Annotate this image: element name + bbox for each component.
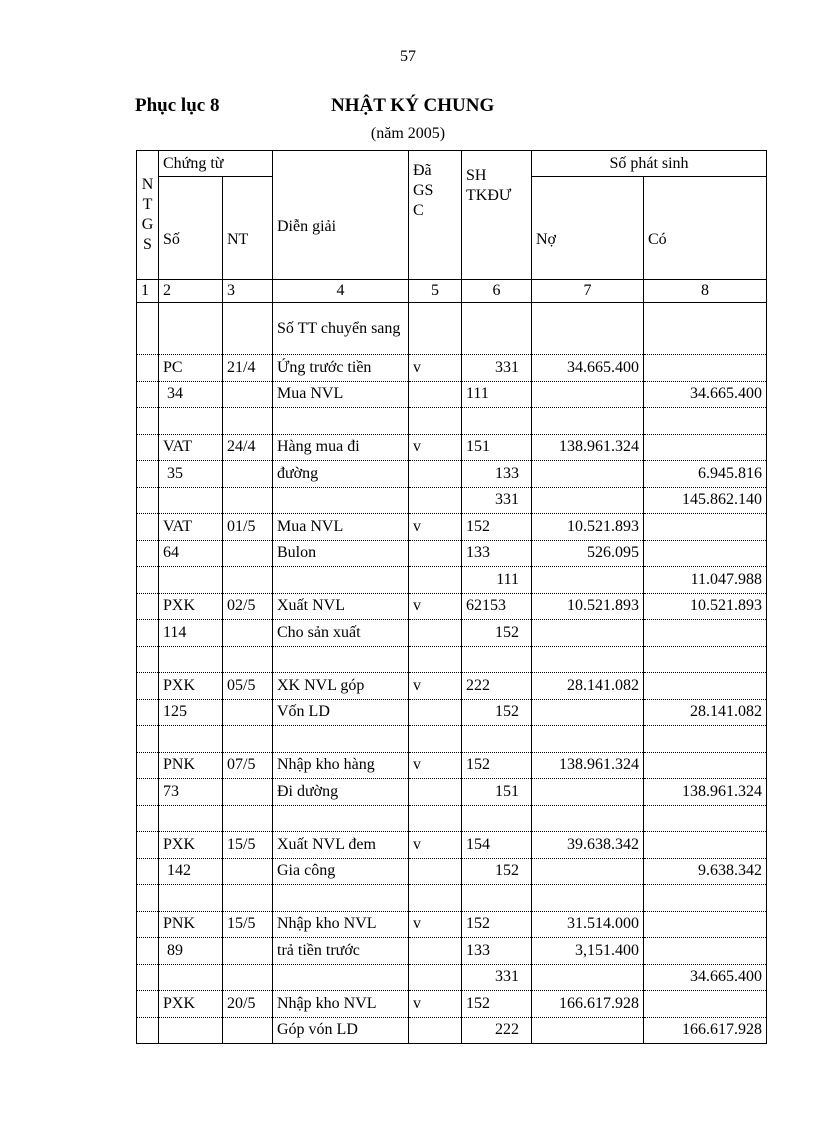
cell-account <box>462 805 532 832</box>
cell-voucher-number: PXK <box>159 593 223 620</box>
cell-voucher-number: PXK <box>159 991 223 1018</box>
general-journal-table <box>136 150 767 1044</box>
cell-description <box>273 487 409 514</box>
cell-voucher-date <box>223 885 273 912</box>
cell-ntgs <box>137 964 159 991</box>
cell-description: Xuất NVL đem <box>273 832 409 859</box>
cell-voucher-date <box>223 381 273 408</box>
table-row <box>137 355 767 382</box>
cell-voucher-number: PXK <box>159 832 223 859</box>
cell-credit <box>644 514 767 541</box>
cell-voucher-date <box>223 1017 273 1044</box>
cell-voucher-number <box>159 885 223 912</box>
column-number: 8 <box>644 280 767 303</box>
cell-account: 133 <box>462 938 532 965</box>
header-debit: Nợ <box>532 177 644 280</box>
cell-posted: v <box>409 593 462 620</box>
header-amounts: Số phát sinh <box>532 151 767 177</box>
cell-posted: v <box>409 434 462 461</box>
cell-debit: 10.521.893 <box>532 593 644 620</box>
cell-description <box>273 726 409 753</box>
cell-voucher-number <box>159 408 223 435</box>
cell-posted <box>409 381 462 408</box>
table-row <box>137 567 767 594</box>
cell-voucher-date <box>223 567 273 594</box>
cell-credit <box>644 885 767 912</box>
cell-credit: 34.665.400 <box>644 381 767 408</box>
table-row <box>137 779 767 806</box>
column-number: 7 <box>532 280 644 303</box>
cell-description: Nhập kho hàng <box>273 752 409 779</box>
cell-account <box>462 726 532 753</box>
cell-posted <box>409 726 462 753</box>
cell-posted <box>409 646 462 673</box>
cell-account: 331 <box>462 355 532 382</box>
cell-description: Nhập kho NVL <box>273 911 409 938</box>
cell-voucher-date: 02/5 <box>223 593 273 620</box>
cell-credit <box>644 911 767 938</box>
cell-voucher-date <box>223 699 273 726</box>
cell-account: 152 <box>462 699 532 726</box>
cell-account: 152 <box>462 911 532 938</box>
cell-debit: 526.095 <box>532 540 644 567</box>
cell-ntgs <box>137 673 159 700</box>
table-row <box>137 303 767 355</box>
table-row <box>137 885 767 912</box>
cell-voucher-date: 05/5 <box>223 673 273 700</box>
table-body <box>137 303 767 1044</box>
table-row <box>137 938 767 965</box>
table-header <box>137 151 767 303</box>
cell-description: đường <box>273 461 409 488</box>
cell-voucher-date <box>223 858 273 885</box>
header-ntgs-line: T <box>142 196 153 213</box>
cell-account: 151 <box>462 779 532 806</box>
cell-credit: 34.665.400 <box>644 964 767 991</box>
cell-voucher-number <box>159 487 223 514</box>
cell-voucher-date <box>223 964 273 991</box>
cell-ntgs <box>137 938 159 965</box>
cell-debit <box>532 1017 644 1044</box>
cell-ntgs <box>137 911 159 938</box>
cell-ntgs <box>137 646 159 673</box>
cell-posted <box>409 303 462 355</box>
cell-ntgs <box>137 461 159 488</box>
cell-account: 133 <box>462 540 532 567</box>
cell-ntgs <box>137 381 159 408</box>
cell-posted <box>409 805 462 832</box>
cell-posted: v <box>409 514 462 541</box>
cell-ntgs <box>137 620 159 647</box>
cell-voucher-number <box>159 964 223 991</box>
cell-account: 152 <box>462 752 532 779</box>
cell-posted: v <box>409 911 462 938</box>
cell-account: 331 <box>462 964 532 991</box>
cell-ntgs <box>137 434 159 461</box>
header-so: Số <box>159 177 223 280</box>
cell-description: Bulon <box>273 540 409 567</box>
header-ntgs-line: N <box>141 176 154 193</box>
cell-ntgs <box>137 303 159 355</box>
header-posted <box>409 151 462 280</box>
cell-credit <box>644 991 767 1018</box>
cell-debit <box>532 885 644 912</box>
cell-account: 62153 <box>462 593 532 620</box>
cell-description: Gia công <box>273 858 409 885</box>
cell-account: 154 <box>462 832 532 859</box>
table-row <box>137 514 767 541</box>
cell-debit <box>532 487 644 514</box>
cell-ntgs <box>137 779 159 806</box>
cell-description: Xuất NVL <box>273 593 409 620</box>
table-row <box>137 991 767 1018</box>
cell-ntgs <box>137 832 159 859</box>
cell-account: 151 <box>462 434 532 461</box>
cell-account: 152 <box>462 991 532 1018</box>
cell-voucher-number: 34 <box>159 381 223 408</box>
cell-debit: 31.514.000 <box>532 911 644 938</box>
cell-credit: 166.617.928 <box>644 1017 767 1044</box>
cell-voucher-number: 73 <box>159 779 223 806</box>
table-row <box>137 620 767 647</box>
cell-account <box>462 646 532 673</box>
cell-voucher-number: PXK <box>159 673 223 700</box>
cell-ntgs <box>137 991 159 1018</box>
cell-description <box>273 964 409 991</box>
cell-posted: v <box>409 832 462 859</box>
column-number: 2 <box>159 280 223 303</box>
cell-account: 222 <box>462 673 532 700</box>
cell-voucher-number: 114 <box>159 620 223 647</box>
column-number: 1 <box>137 280 159 303</box>
cell-account: 133 <box>462 461 532 488</box>
cell-account: 222 <box>462 1017 532 1044</box>
table-row <box>137 434 767 461</box>
cell-credit <box>644 620 767 647</box>
header-voucher: Chứng từ <box>159 151 273 177</box>
cell-debit <box>532 381 644 408</box>
page-subtitle: (năm 2005) <box>370 125 446 142</box>
cell-posted <box>409 938 462 965</box>
cell-voucher-date: 01/5 <box>223 514 273 541</box>
cell-voucher-number <box>159 567 223 594</box>
cell-account <box>462 408 532 435</box>
table-row <box>137 805 767 832</box>
cell-voucher-number: 35 <box>159 461 223 488</box>
table-row <box>137 911 767 938</box>
cell-voucher-date <box>223 461 273 488</box>
cell-credit <box>644 408 767 435</box>
header-account-line: SH <box>466 167 487 184</box>
cell-voucher-date: 20/5 <box>223 991 273 1018</box>
header-ntgs-line: G <box>141 216 154 233</box>
cell-debit: 138.961.324 <box>532 752 644 779</box>
cell-ntgs <box>137 699 159 726</box>
cell-voucher-number <box>159 1017 223 1044</box>
cell-account: 111 <box>462 381 532 408</box>
cell-credit <box>644 540 767 567</box>
cell-debit <box>532 805 644 832</box>
cell-posted: v <box>409 752 462 779</box>
cell-credit <box>644 752 767 779</box>
cell-ntgs <box>137 514 159 541</box>
cell-debit <box>532 726 644 753</box>
cell-debit: 3,151.400 <box>532 938 644 965</box>
table-row <box>137 646 767 673</box>
cell-voucher-date <box>223 408 273 435</box>
cell-posted <box>409 487 462 514</box>
cell-voucher-number <box>159 726 223 753</box>
cell-account: 111 <box>462 567 532 594</box>
table-row <box>137 832 767 859</box>
cell-voucher-number: PC <box>159 355 223 382</box>
header-description: Diễn giải <box>273 151 409 280</box>
cell-credit <box>644 938 767 965</box>
cell-account: 152 <box>462 620 532 647</box>
column-number: 4 <box>273 280 409 303</box>
cell-voucher-number: 142 <box>159 858 223 885</box>
cell-description <box>273 885 409 912</box>
header-posted-line: GS <box>413 182 434 199</box>
cell-debit: 166.617.928 <box>532 991 644 1018</box>
cell-account: 152 <box>462 514 532 541</box>
cell-description: Số TT chuyển sang <box>273 303 409 355</box>
cell-posted <box>409 699 462 726</box>
cell-debit <box>532 408 644 435</box>
page-number: 57 <box>400 48 416 65</box>
cell-voucher-date <box>223 540 273 567</box>
cell-voucher-number: PNK <box>159 911 223 938</box>
cell-posted <box>409 567 462 594</box>
cell-description <box>273 408 409 435</box>
header-posted-line: C <box>413 202 424 219</box>
cell-description <box>273 805 409 832</box>
cell-debit: 138.961.324 <box>532 434 644 461</box>
cell-voucher-date <box>223 646 273 673</box>
cell-description: trả tiền trước <box>273 938 409 965</box>
cell-credit: 9.638.342 <box>644 858 767 885</box>
cell-description <box>273 567 409 594</box>
table-row <box>137 726 767 753</box>
cell-ntgs <box>137 752 159 779</box>
cell-debit <box>532 699 644 726</box>
cell-voucher-date <box>223 487 273 514</box>
header-ntgs <box>137 151 159 280</box>
cell-voucher-number <box>159 646 223 673</box>
cell-voucher-number <box>159 303 223 355</box>
cell-debit: 28.141.082 <box>532 673 644 700</box>
table-row <box>137 487 767 514</box>
cell-ntgs <box>137 805 159 832</box>
table-row <box>137 593 767 620</box>
header-ntgs-line: S <box>143 236 152 253</box>
table-row <box>137 752 767 779</box>
cell-description: Cho sản xuất <box>273 620 409 647</box>
cell-debit <box>532 779 644 806</box>
cell-voucher-date: 24/4 <box>223 434 273 461</box>
cell-voucher-date: 07/5 <box>223 752 273 779</box>
cell-account <box>462 303 532 355</box>
cell-credit <box>644 673 767 700</box>
cell-voucher-date: 21/4 <box>223 355 273 382</box>
table-row <box>137 673 767 700</box>
cell-credit: 28.141.082 <box>644 699 767 726</box>
cell-posted <box>409 408 462 435</box>
cell-voucher-number: 64 <box>159 540 223 567</box>
cell-voucher-date <box>223 303 273 355</box>
cell-credit <box>644 726 767 753</box>
cell-voucher-number: VAT <box>159 514 223 541</box>
header-account-line: TKĐƯ <box>466 187 512 204</box>
cell-description: Mua NVL <box>273 514 409 541</box>
cell-ntgs <box>137 408 159 435</box>
page-title: NHẬT KÝ CHUNG <box>331 95 495 116</box>
cell-ntgs <box>137 858 159 885</box>
cell-debit: 39.638.342 <box>532 832 644 859</box>
cell-ntgs <box>137 726 159 753</box>
cell-account: 331 <box>462 487 532 514</box>
cell-debit <box>532 964 644 991</box>
cell-voucher-number: PNK <box>159 752 223 779</box>
cell-posted <box>409 858 462 885</box>
cell-ntgs <box>137 567 159 594</box>
cell-description: Mua NVL <box>273 381 409 408</box>
cell-posted: v <box>409 991 462 1018</box>
cell-debit <box>532 567 644 594</box>
cell-debit <box>532 461 644 488</box>
cell-description: Nhập kho NVL <box>273 991 409 1018</box>
cell-voucher-number: 89 <box>159 938 223 965</box>
header-credit: Có <box>644 177 767 280</box>
cell-voucher-number: 125 <box>159 699 223 726</box>
cell-ntgs <box>137 1017 159 1044</box>
cell-credit: 145.862.140 <box>644 487 767 514</box>
cell-credit <box>644 832 767 859</box>
cell-voucher-date: 15/5 <box>223 832 273 859</box>
appendix-label: Phục lục 8 <box>135 95 220 116</box>
cell-description: Ứng trước tiền <box>273 355 409 382</box>
cell-voucher-date <box>223 726 273 753</box>
column-number-row <box>137 280 767 303</box>
cell-voucher-date <box>223 779 273 806</box>
column-number: 5 <box>409 280 462 303</box>
table-row <box>137 461 767 488</box>
table-row <box>137 964 767 991</box>
cell-credit: 6.945.816 <box>644 461 767 488</box>
cell-credit: 10.521.893 <box>644 593 767 620</box>
cell-description: Góp vón LD <box>273 1017 409 1044</box>
column-number: 6 <box>462 280 532 303</box>
cell-posted: v <box>409 673 462 700</box>
cell-description <box>273 646 409 673</box>
cell-account: 152 <box>462 858 532 885</box>
cell-debit <box>532 646 644 673</box>
cell-credit <box>644 355 767 382</box>
table-row <box>137 408 767 435</box>
table-row <box>137 381 767 408</box>
cell-description: XK NVL góp <box>273 673 409 700</box>
table-row <box>137 699 767 726</box>
cell-posted <box>409 540 462 567</box>
cell-voucher-date <box>223 938 273 965</box>
column-number: 3 <box>223 280 273 303</box>
cell-debit <box>532 620 644 647</box>
cell-debit: 10.521.893 <box>532 514 644 541</box>
cell-ntgs <box>137 885 159 912</box>
header-account <box>462 151 532 280</box>
cell-voucher-date <box>223 805 273 832</box>
cell-credit <box>644 646 767 673</box>
cell-debit: 34.665.400 <box>532 355 644 382</box>
cell-description: Hàng mua đi <box>273 434 409 461</box>
cell-posted: v <box>409 355 462 382</box>
cell-voucher-date: 15/5 <box>223 911 273 938</box>
cell-posted <box>409 461 462 488</box>
cell-ntgs <box>137 593 159 620</box>
cell-credit: 138.961.324 <box>644 779 767 806</box>
table-row <box>137 858 767 885</box>
cell-credit <box>644 805 767 832</box>
cell-credit <box>644 434 767 461</box>
table-row <box>137 1017 767 1044</box>
header-posted-line: Đã <box>413 162 432 179</box>
cell-posted <box>409 620 462 647</box>
cell-description: Vốn LD <box>273 699 409 726</box>
cell-debit <box>532 303 644 355</box>
cell-ntgs <box>137 487 159 514</box>
cell-account <box>462 885 532 912</box>
cell-credit <box>644 303 767 355</box>
cell-voucher-date <box>223 620 273 647</box>
cell-posted <box>409 1017 462 1044</box>
cell-ntgs <box>137 540 159 567</box>
table-row <box>137 540 767 567</box>
cell-posted <box>409 964 462 991</box>
cell-description: Đi dường <box>273 779 409 806</box>
cell-posted <box>409 779 462 806</box>
cell-ntgs <box>137 355 159 382</box>
cell-posted <box>409 885 462 912</box>
cell-voucher-number: VAT <box>159 434 223 461</box>
header-nt: NT <box>223 177 273 280</box>
cell-credit: 11.047.988 <box>644 567 767 594</box>
cell-debit <box>532 858 644 885</box>
cell-voucher-number <box>159 805 223 832</box>
